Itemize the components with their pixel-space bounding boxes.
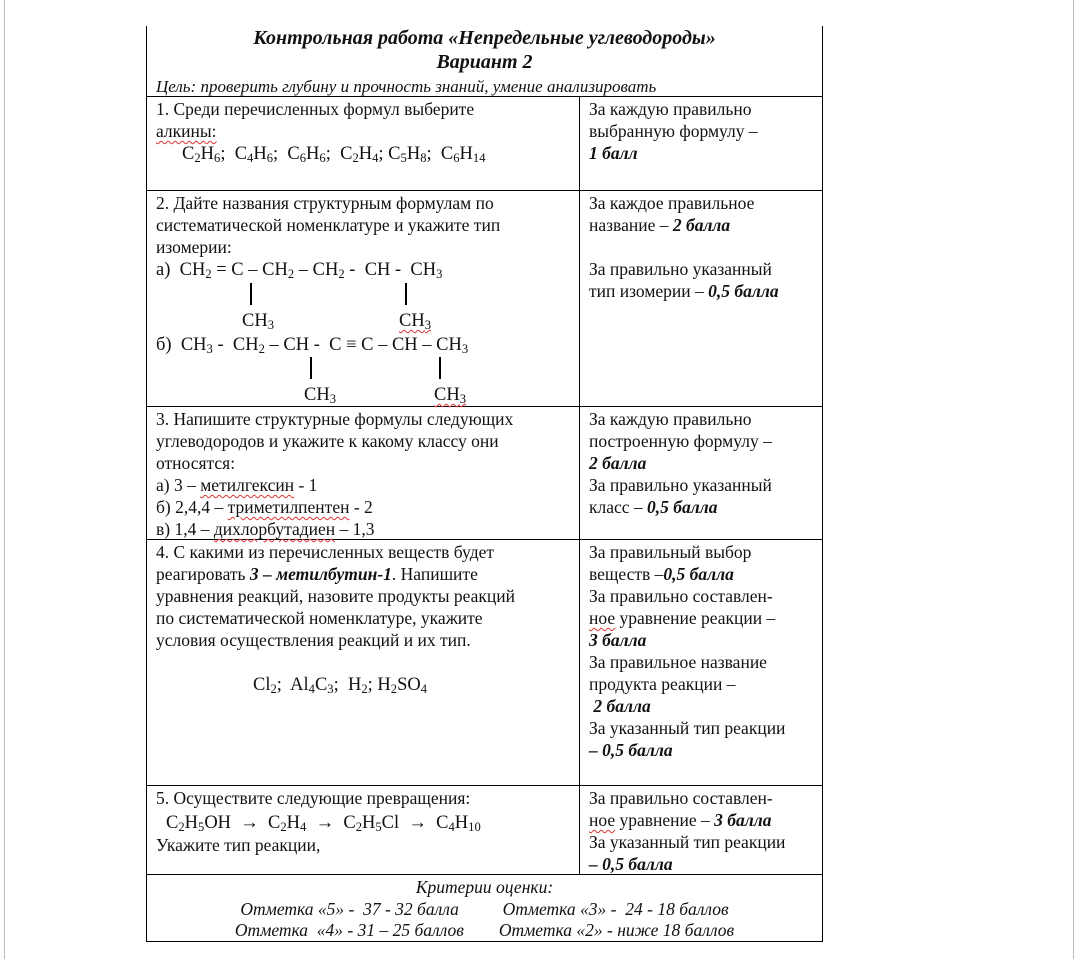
task2-line3: изомерии: bbox=[156, 237, 232, 257]
page-edge-left bbox=[4, 0, 5, 959]
formula-a-label: а) bbox=[156, 260, 171, 280]
grading-criteria-title: Критерии оценки: bbox=[415, 877, 554, 897]
grading-row-2: Отметка «4» - 31 – 25 баллов Отметка «2» - ниже 18 баллов bbox=[234, 920, 735, 940]
document-title: Контрольная работа «Непредельные углеводороды» bbox=[253, 27, 716, 49]
task1-formulas: $C_2H_6$; $C_4H_6$; $C_6H_6$; $C_2H_4$; $C_5H_8$; $C_6H_{14}$ bbox=[182, 144, 486, 166]
task3-criteria-2: построенную формулу – bbox=[589, 431, 772, 451]
row-divider bbox=[146, 406, 823, 407]
task3-criteria-3: 2 балла bbox=[589, 453, 647, 473]
table-border-bottom bbox=[146, 941, 823, 942]
task4-line3: уравнения реакций, назовите продукты реакций bbox=[156, 586, 515, 606]
formula-b: б) $CH_3 - CH_2$ – CH - C ≡ C – CH – $CH_3$ bbox=[156, 335, 469, 357]
task5-criteria-2: ное уравнение – 3 балла bbox=[589, 810, 772, 830]
task3-line3: относятся: bbox=[156, 453, 236, 473]
task5-criteria-1: За правильно составлен- bbox=[589, 788, 773, 808]
task5-line1: 5. Осуществите следующие превращения: bbox=[156, 788, 471, 808]
task1-line1: 1. Среди перечисленных формул выберите bbox=[156, 99, 475, 119]
methyl-group: $CH_3$ bbox=[242, 311, 274, 333]
task4-reagents: $Cl_2$; $Al_4C_3$; $H_2$; $H_2SO_4$ bbox=[253, 675, 428, 697]
task1-criteria-1: За каждую правильно bbox=[589, 99, 752, 119]
task5-criteria-4: – 0,5 балла bbox=[589, 854, 673, 874]
task3-line1: 3. Напишите структурные формулы следующих bbox=[156, 409, 514, 429]
variant-title: Вариант 2 bbox=[436, 51, 533, 73]
bond-line bbox=[310, 357, 312, 379]
methyl-group: $CH_3$ bbox=[399, 311, 431, 333]
task3-item-a: а) 3 – метилгексин - 1 bbox=[156, 475, 318, 495]
task4-criteria-9: За указанный тип реакции bbox=[589, 718, 786, 738]
task4-criteria-4: ное уравнение реакции – bbox=[589, 608, 776, 628]
task5-criteria-3: За указанный тип реакции bbox=[589, 832, 786, 852]
task4-line1: 4. С какими из перечисленных веществ будет bbox=[156, 542, 495, 562]
grading-row-1: Отметка «5» - 37 - 32 балла Отметка «3» - 24 - 18 баллов bbox=[240, 899, 729, 919]
formula-a: а) $CH_2 = C - CH_2 - CH_2$ - CH - $CH_3$ bbox=[156, 260, 443, 282]
task4-criteria-2: веществ –0,5 балла bbox=[589, 564, 734, 584]
task3-item-b: б) 2,4,4 – триметилпентен - 2 bbox=[156, 497, 373, 517]
task4-criteria-6: За правильное название bbox=[589, 652, 767, 672]
task4-line2: реагировать 3 – метилбутин-1. Напишите bbox=[156, 564, 478, 584]
task4-criteria-10: – 0,5 балла bbox=[589, 740, 673, 760]
task3-criteria-5: класс – 0,5 балла bbox=[589, 497, 718, 517]
task4-criteria-1: За правильный выбор bbox=[589, 542, 752, 562]
page-edge-right bbox=[1073, 0, 1074, 959]
task2-line2: систематической номенклатуре и укажите тип bbox=[156, 215, 501, 235]
table-border-right bbox=[822, 26, 823, 942]
formula-b-label: б) bbox=[156, 335, 172, 355]
task5-chain: $C_2H_5OH \to C_2H_4 \to C_2H_5Cl \to C_4H_{10}$ bbox=[166, 813, 481, 835]
row-divider bbox=[146, 874, 823, 875]
task4-line4: по систематической номенклатуре, укажите bbox=[156, 608, 483, 628]
task2-criteria-3: За правильно указанный bbox=[589, 259, 772, 279]
table-border-left bbox=[146, 26, 147, 942]
task4-criteria-8: 2 балла bbox=[589, 696, 651, 716]
task3-item-c: в) 1,4 – дихлорбутадиен – 1,3 bbox=[156, 519, 375, 539]
column-divider bbox=[579, 96, 580, 874]
bond-line bbox=[439, 357, 441, 379]
task4-criteria-7: продукта реакции – bbox=[589, 674, 736, 694]
task2-criteria-1: За каждое правильное bbox=[589, 193, 755, 213]
task1-criteria-2: выбранную формулу – bbox=[589, 121, 758, 141]
bond-line bbox=[250, 283, 252, 305]
goal-text: Цель: проверить глубину и прочность знаний, умение анализировать bbox=[156, 77, 657, 96]
task1-criteria-3: 1 балл bbox=[589, 143, 638, 163]
task1-line2: алкины: bbox=[156, 121, 217, 141]
row-divider bbox=[146, 785, 823, 786]
task4-criteria-5: 3 балла bbox=[589, 630, 647, 650]
methyl-group: $CH_3$ bbox=[434, 385, 466, 407]
methyl-group: $CH_3$ bbox=[304, 385, 336, 407]
row-divider bbox=[146, 190, 823, 191]
bond-line bbox=[405, 283, 407, 305]
test-document bbox=[146, 26, 823, 942]
task4-criteria-3: За правильно составлен- bbox=[589, 586, 773, 606]
task2-line1: 2. Дайте названия структурным формулам по bbox=[156, 193, 494, 213]
task3-criteria-4: За правильно указанный bbox=[589, 475, 772, 495]
task3-line2: углеводородов и укажите к какому классу они bbox=[156, 431, 499, 451]
task2-criteria-4: тип изомерии – 0,5 балла bbox=[589, 281, 779, 301]
task2-criteria-2: название – 2 балла bbox=[589, 215, 731, 235]
task3-criteria-1: За каждую правильно bbox=[589, 409, 752, 429]
task5-line3: Укажите тип реакции, bbox=[156, 835, 321, 855]
task4-line5: условия осуществления реакций и их тип. bbox=[156, 630, 471, 650]
